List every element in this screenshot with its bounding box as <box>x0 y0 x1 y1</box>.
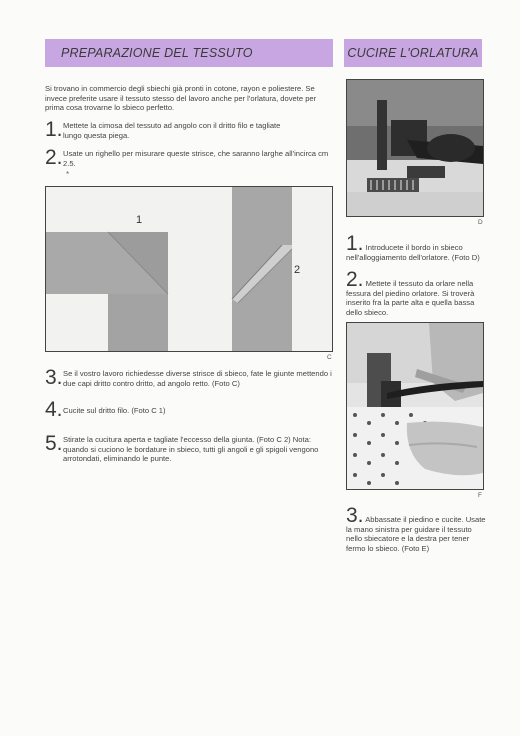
fabric-strips-illustration <box>46 187 332 351</box>
intro-paragraph: Si trovano in commercio degli sbiechi già pronti in cotone, rayon e poliestere. Se invece preferite usare il tessuto stesso del lavoro anche per l'orlatura, dovete per prima cosa trovarne lo sbieco perfetto. <box>45 84 317 113</box>
step-number: 3. <box>346 504 364 527</box>
step-number: 3. <box>45 366 63 389</box>
step-2 <box>45 148 335 168</box>
step-text: Mettete il tessuto da orlare nella fessura del piedino orlatore. Si troverà inserito fra la parte alta e quella bassa dello sbieco. <box>346 279 475 317</box>
step-number: 5. <box>45 432 63 455</box>
step-4 <box>45 400 335 419</box>
step-number: 4. <box>45 398 63 421</box>
section-title: CUCIRE L'ORLATURA <box>347 46 479 60</box>
photo-caption-f: F <box>478 492 482 499</box>
step-3 <box>45 368 335 388</box>
step-1 <box>45 120 335 140</box>
section-title: PREPARAZIONE DEL TESSUTO <box>61 46 253 60</box>
step-number: 2. <box>346 268 364 291</box>
hands-guiding-fabric-illustration <box>347 323 483 489</box>
sewing-machine-foot-illustration <box>347 80 483 216</box>
step-number: 1. <box>346 232 364 255</box>
photo-caption-c: C <box>327 354 332 361</box>
right-step-2 <box>346 268 486 317</box>
step-text: Mettete la cimosa del tessuto ad angolo con il dritto filo e tagliate lungo questa piega. <box>63 121 281 140</box>
photo-d <box>346 79 484 217</box>
section-header-preparazione <box>45 39 333 67</box>
figure-label-2: 2 <box>294 264 301 276</box>
step-5 <box>45 434 335 464</box>
step-number: 2. <box>45 146 63 169</box>
section-header-orlatura <box>344 39 482 67</box>
mark-asterisk: * <box>66 170 70 179</box>
step-text: Stirate la cucitura aperta e tagliate l'eccesso della giunta. (Foto C 2) Nota: quando si cuciono le bordature in sbieco, tutti gli angoli e gli spigoli vengono arrotondati, eliminando le punte. <box>63 435 319 464</box>
photo-f <box>346 322 484 490</box>
step-text: Abbassate il piedino e cucite. Usate la mano sinistra per guidare il tessuto nello sbiecatore e la destra per tener fermo lo sbieco. (Foto E) <box>346 515 486 553</box>
step-text: Introducete il bordo in sbieco nell'alloggiamento dell'orlatore. (Foto D) <box>346 243 480 262</box>
figure-label-1: 1 <box>136 214 143 226</box>
step-text: Usate un righello per misurare queste strisce, che saranno larghe all'incirca cm 2.5. <box>63 149 329 168</box>
photo-c <box>45 186 333 352</box>
step-number: 1. <box>45 118 63 141</box>
right-step-3 <box>346 504 486 553</box>
step-text: Se il vostro lavoro richiedesse diverse strisce di sbieco, fate le giunte mettendo i due capi dritto contro dritto, ad angolo retto. (Foto C) <box>63 369 332 388</box>
photo-caption-d: D <box>478 219 483 226</box>
right-step-1 <box>346 232 486 262</box>
step-text: Cucite sul dritto filo. (Foto C 1) <box>63 406 166 415</box>
